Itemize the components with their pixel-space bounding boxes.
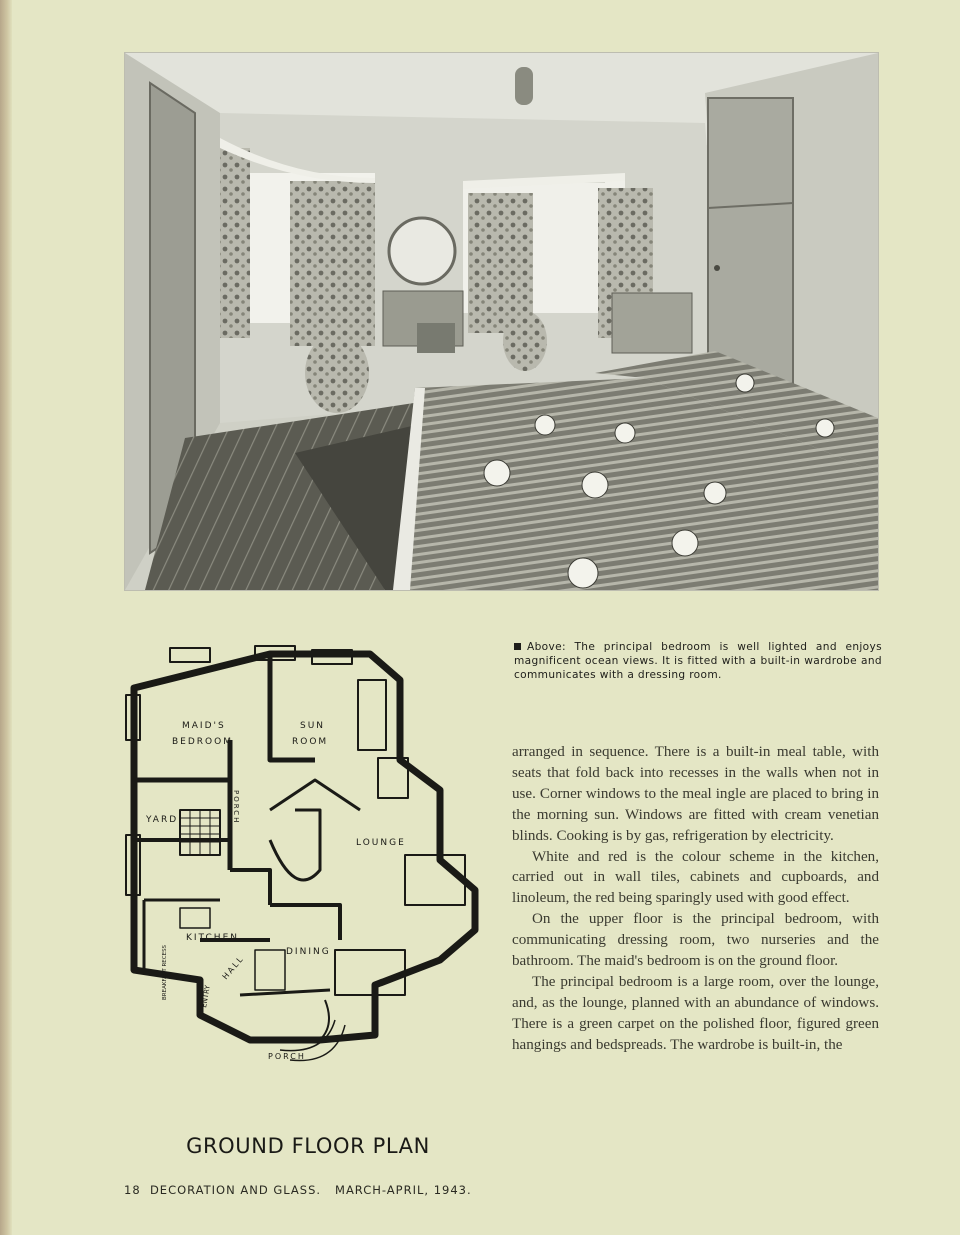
- paragraph-4: The principal bedroom is a large room, over the lounge, and, as the lounge, planned with an abundance of windows. There is a green carpet on the polished floor, figured green hangings and bedspreads. The wardrobe is built-in, the: [512, 973, 879, 1053]
- label-kitchen: KITCHEN: [186, 933, 239, 943]
- label-sun-1: SUN: [300, 721, 326, 731]
- label-porch-side: PORCH: [232, 790, 240, 825]
- ground-floor-plan: [120, 640, 500, 1100]
- label-porch: PORCH: [268, 1052, 306, 1061]
- label-maids-2: BEDROOM: [172, 737, 233, 747]
- label-entry: ENTRY: [200, 984, 212, 1009]
- page-edge: [0, 0, 12, 1235]
- caption-text: Above: The principal bedroom is well lighted and enjoys magnificent ocean views. It is fitted with a built-in wardrobe and communicates with a dressing room.: [514, 641, 882, 681]
- label-dining: DINING: [286, 947, 331, 957]
- label-maids-1: MAID'S: [182, 721, 226, 731]
- paragraph-1: arranged in sequence. There is a built-in meal table, with seats that fold back into recesses in the walls when not in use. Corner windows to the meal ingle are placed to bring in the morning sun. Windows are fitted with cream venetian blinds. Cooking is by gas, refrigeration by electricity.: [512, 744, 879, 844]
- bedroom-photo: [124, 52, 879, 591]
- label-breakfast: BREAKFAST RECESS: [162, 944, 168, 1000]
- plan-title: GROUND FLOOR PLAN: [186, 1134, 430, 1158]
- bullet-square-icon: [514, 643, 521, 650]
- article-body: [512, 742, 879, 1056]
- paragraph-3: On the upper floor is the principal bedroom, with communicating dressing room, two nurseries and the bathroom. The maid's bedroom is on the ground floor.: [512, 911, 879, 970]
- paragraph-2: White and red is the colour scheme in the kitchen, carried out in wall tiles, cabinets and cupboards, and linoleum, the red being sparingly used with good effect.: [512, 848, 879, 907]
- label-sun-2: ROOM: [292, 737, 329, 747]
- label-lounge: LOUNGE: [356, 838, 406, 848]
- photo-caption: [514, 640, 882, 682]
- label-yard: YARD: [146, 815, 179, 825]
- page-footer: 18 DECORATION AND GLASS. MARCH-APRIL, 1943.: [124, 1183, 472, 1197]
- label-hall: HALL: [220, 953, 246, 982]
